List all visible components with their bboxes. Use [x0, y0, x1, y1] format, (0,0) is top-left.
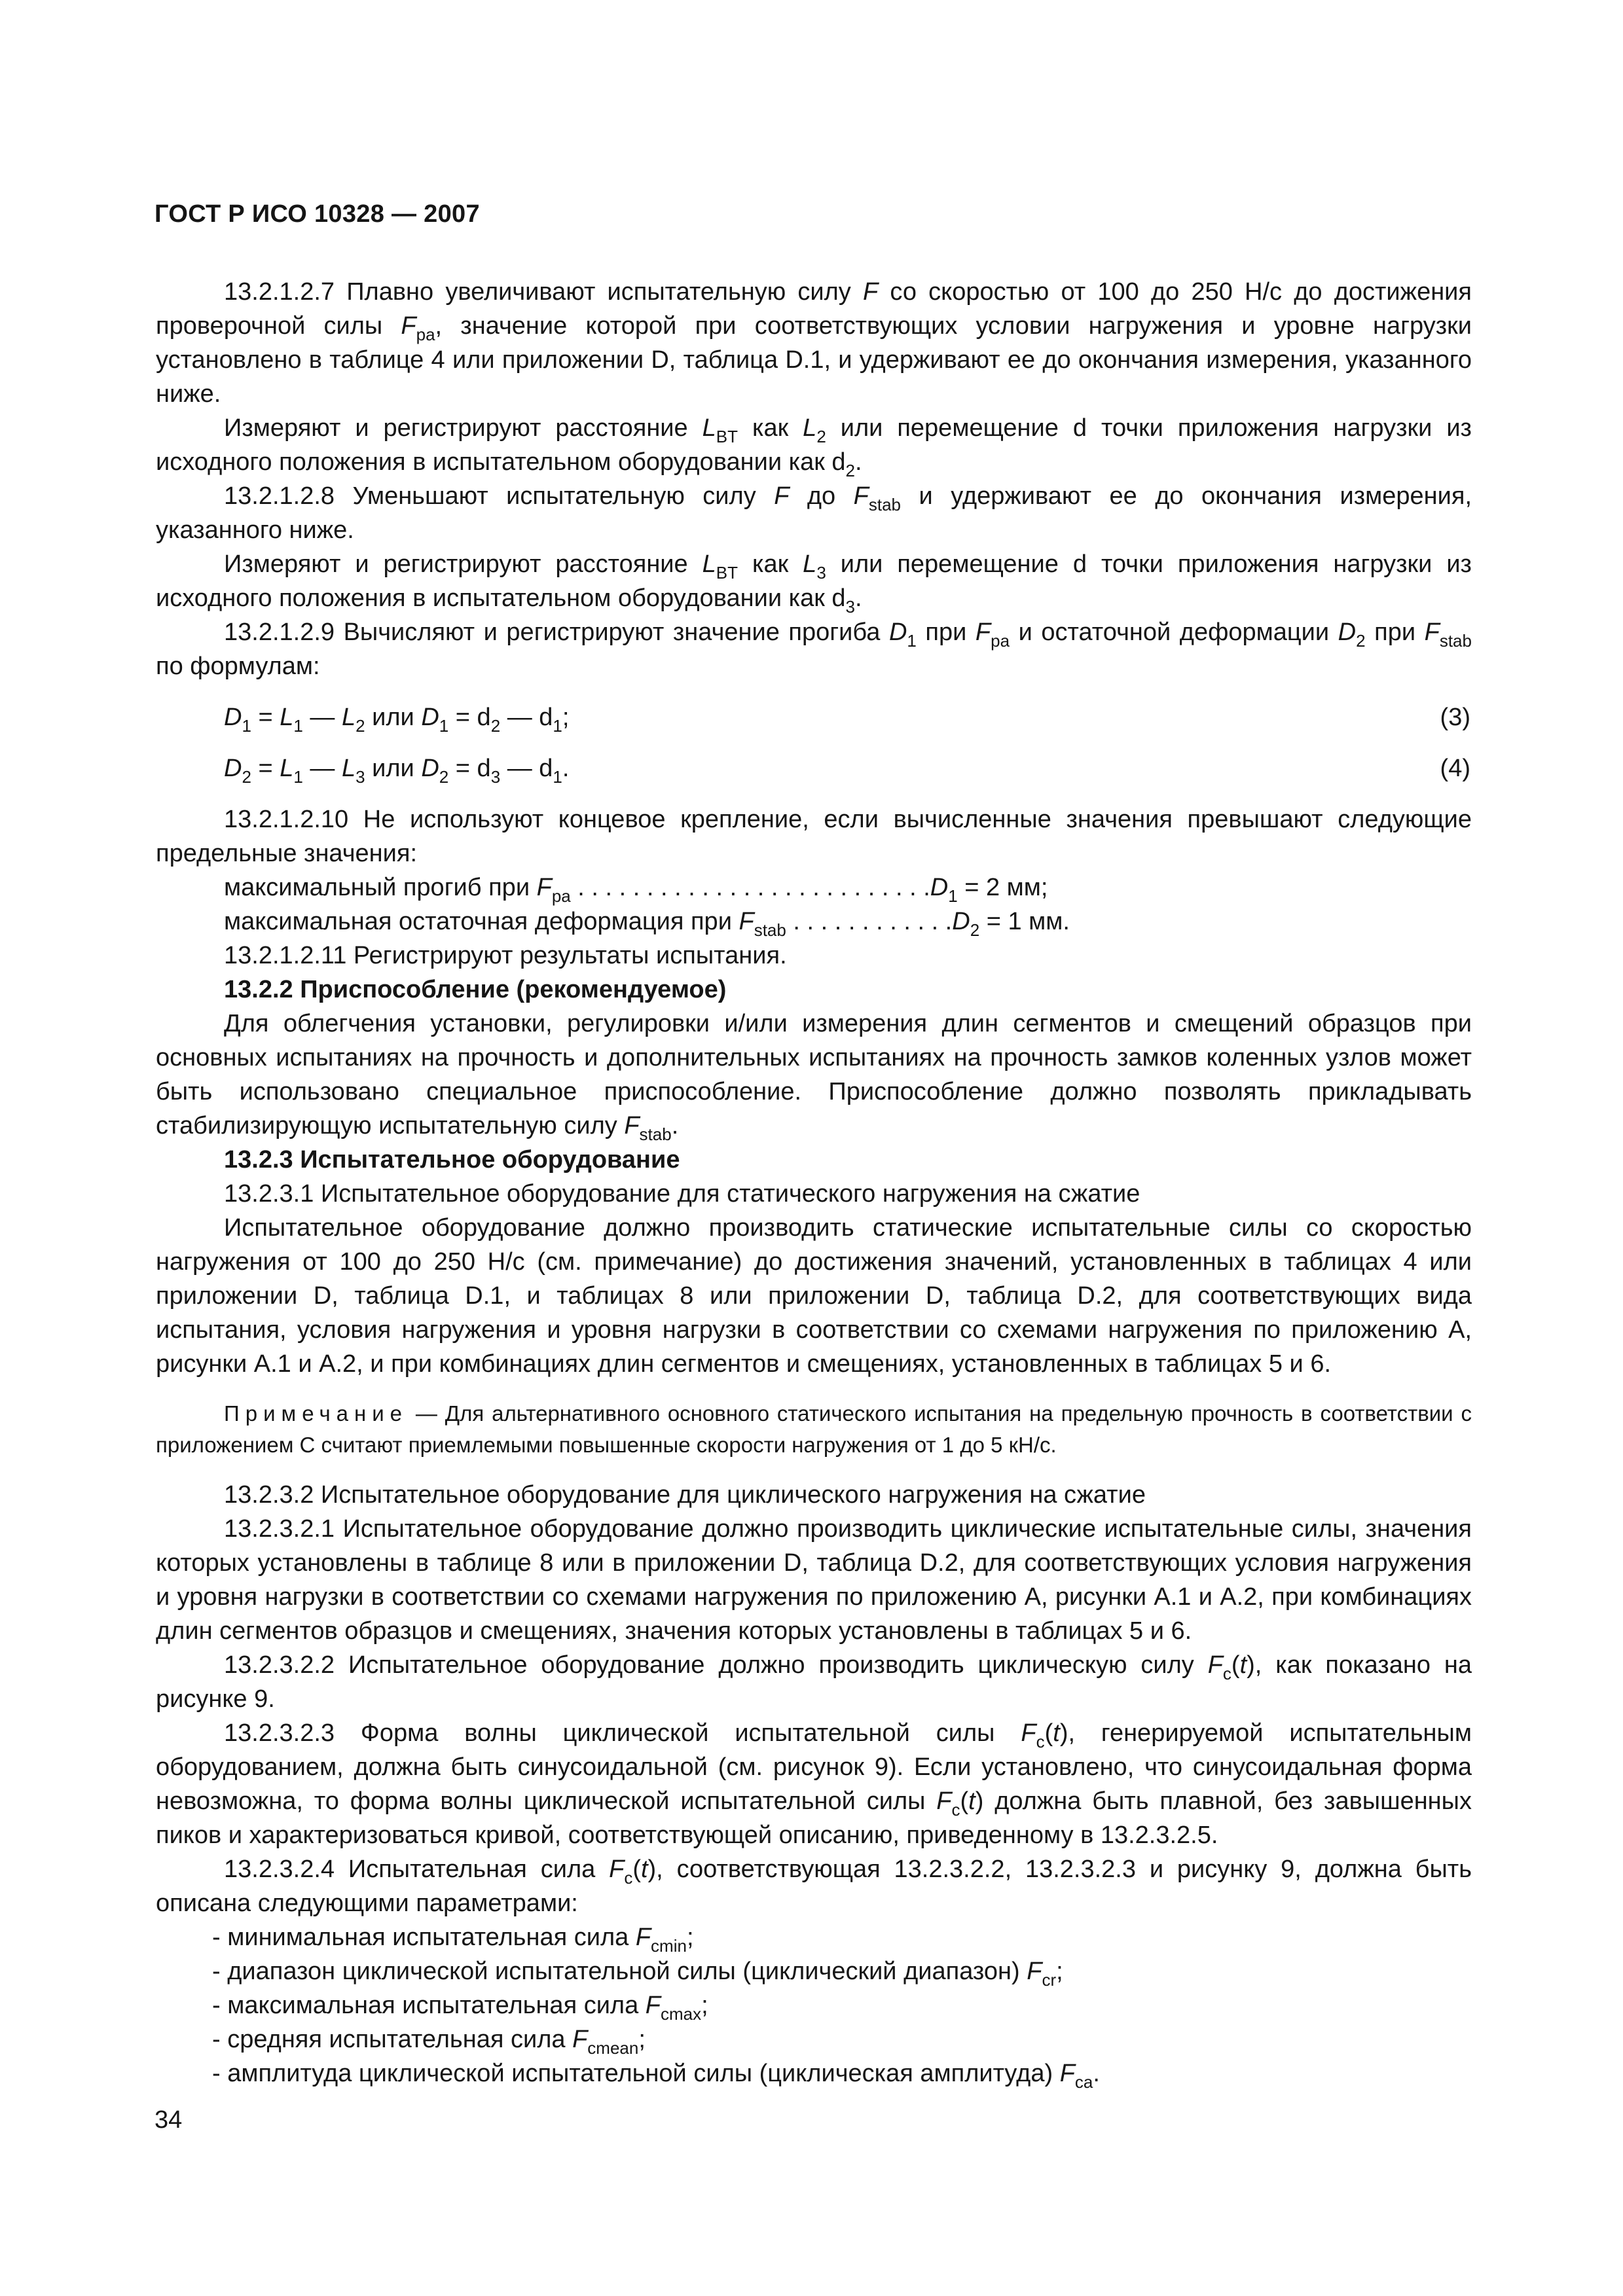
paragraph-13-2-1-2-8: 13.2.1.2.8 Уменьшают испытательную силу F до $F_{stab}$ и удерживают ее до окончания измерения, указанного ниже.: [156, 482, 1472, 544]
page-number: 34: [155, 2106, 183, 2134]
paragraph-13-2-1-2-11: 13.2.1.2.11 Регистрируют результаты испытания.: [224, 942, 787, 969]
paragraph-13-2-1-2-10: 13.2.1.2.10 Не используют концевое крепление, если вычисленные значения превышают следующие предельные значения:: [156, 806, 1472, 867]
paragraph-measure-l3: Измеряют и регистрируют расстояние $L_{BT}$ как $L_3$ или перемещение d точки приложения нагрузки из исходного положения в испытательном оборудовании как $d_3$.: [156, 550, 1472, 617]
note: Примечание — Для альтернативного основного статического испытания на предельную прочность в соответствии с приложением С считают приемлемыми повышенные скорости нагружения от 1 до 5 кН/с.: [156, 1401, 1472, 1457]
list-item-fcmax: - максимальная испытательная сила $F_{cmax}$;: [212, 1992, 708, 2024]
limit-max-residual-deformation: максимальная остаточная деформация при $F_{stab}$ . . . . . . . . . . . $.D_2 = 1$ мм.: [224, 908, 1070, 940]
paragraph-static-equipment: Испытательное оборудование должно производить статические испытательные силы со скоростью нагружения от 100 до 250 Н/с (см. примечание) до достижения значений, установленных в таблицах 4 или приложении D, таблица D.1, и таблицах 8 или приложении D, таблица D.2, для соответствующих вида испытания, условия нагружения и уровня нагрузки в соответствии со схемами нагружения по приложению А, рисунки А.1 и А.2, и при комбинациях длин сегментов и смещениях, установленных в таблицах 5 и 6.: [156, 1214, 1472, 1378]
paragraph-13-2-1-2-9: 13.2.1.2.9 Вычисляют и регистрируют значение прогиба $D_1$ при $F_{pa}$ и остаточной деформации $D_2$ при $F_{stab}$ по формулам:: [156, 619, 1472, 680]
note-label: Примечание: [224, 1401, 409, 1426]
paragraph-13-2-1-2-7: 13.2.1.2.7 Плавно увеличивают испытательную силу F со скоростью от 100 до 250 Н/с до достижения проверочной силы $F_{pa}$, значение которой при соответствующих условии нагружения и уровне нагрузки установлено в таблице 4 или приложении D, таблица D.1, и удерживают ее до окончания измерения, указанного ниже.: [156, 278, 1472, 408]
paragraph-13-2-3-1: 13.2.3.1 Испытательное оборудование для статического нагружения на сжатие: [224, 1180, 1140, 1208]
paragraph-13-2-3-2-1: 13.2.3.2.1 Испытательное оборудование должно производить циклические испытательные силы, значения которых установлены в таблице 8 или в приложении D, таблица D.2, для соответствующих условия нагружения и уровня нагрузки в соответствии со схемами нагружения по приложению А, рисунки А.1 и А.2, при комбинациях длин сегментов образцов и смещениях, значения которых установлены в таблицах 5 и 6.: [156, 1515, 1472, 1645]
paragraph-measure-l2: Измеряют и регистрируют расстояние $L_{BT}$ как $L_2$ или перемещение d точки приложения нагрузки из исходного положения в испытательном оборудовании как $d_2$.: [156, 414, 1472, 480]
section-heading-13-2-3: 13.2.3 Испытательное оборудование: [224, 1146, 680, 1174]
list-item-fca: - амплитуда циклической испытательной силы (циклическая амплитуда) $F_{ca}$.: [212, 2060, 1100, 2092]
document-header: ГОСТ Р ИСО 10328 — 2007: [155, 200, 480, 228]
formula-3-number: (3): [1440, 704, 1470, 731]
paragraph-13-2-3-2-2: 13.2.3.2.2 Испытательное оборудование должно производить циклическую силу $F_c(t)$, как показано на рисунке 9.: [156, 1651, 1472, 1713]
paragraph-13-2-3-2-3: 13.2.3.2.3 Форма волны циклической испытательной силы $F_c(t)$, генерируемой испытательным оборудованием, должна быть синусоидальной (см. рисунок 9). Если установлено, что синусоидальная форма невозможна, то форма волны циклической испытательной силы $F_c(t)$ должна быть плавной, без завышенных пиков и характеризоваться кривой, соответствующей описанию, приведенному в 13.2.3.2.5.: [156, 1719, 1472, 1849]
formula-4-expression: $D_2 = L_1$ — $L_3$ или $D_2 = d_3$ — $d_1$.: [224, 755, 570, 787]
paragraph-13-2-3-2: 13.2.3.2 Испытательное оборудование для циклического нагружения на сжатие: [224, 1481, 1146, 1509]
formula-3-expression: $D_1 = L_1$ — $L_2$ или $D_1 = d_2$ — $d_1$;: [224, 704, 570, 736]
limit-max-deflection: максимальный прогиб при $F_{pa}$ . . . . . . . . . . . . . . . . . . . . . . . . . $.D_1 = 2$ мм;: [224, 874, 1048, 906]
list-item-fcmin: - минимальная испытательная сила $F_{cmin}$;: [212, 1924, 694, 1956]
list-item-fcmean: - средняя испытательная сила $F_{cmean}$;: [212, 2026, 646, 2058]
paragraph-13-2-3-2-4: 13.2.3.2.4 Испытательная сила $F_c(t)$, соответствующая 13.2.3.2.2, 13.2.3.2.3 и рисунку 9, должна быть описана следующими параметрами:: [156, 1856, 1472, 1917]
section-heading-13-2-2: 13.2.2 Приспособление (рекомендуемое): [224, 976, 727, 1003]
formula-3: [156, 700, 1472, 734]
formula-4: [156, 751, 1472, 785]
list-item-fcr: - диапазон циклической испытательной силы (циклический диапазон) $F_{cr}$;: [212, 1958, 1063, 1990]
formula-4-number: (4): [1440, 755, 1470, 782]
document-body: [156, 275, 1472, 2090]
paragraph-fixture: Для облегчения установки, регулировки и/или измерения длин сегментов и смещений образцов при основных испытаниях на прочность и дополнительных испытаниях на прочность замков коленных узлов может быть использовано специальное приспособление. Приспособление должно позволять прикладывать стабилизирующую испытательную силу $F_{stab}$.: [156, 1010, 1472, 1144]
